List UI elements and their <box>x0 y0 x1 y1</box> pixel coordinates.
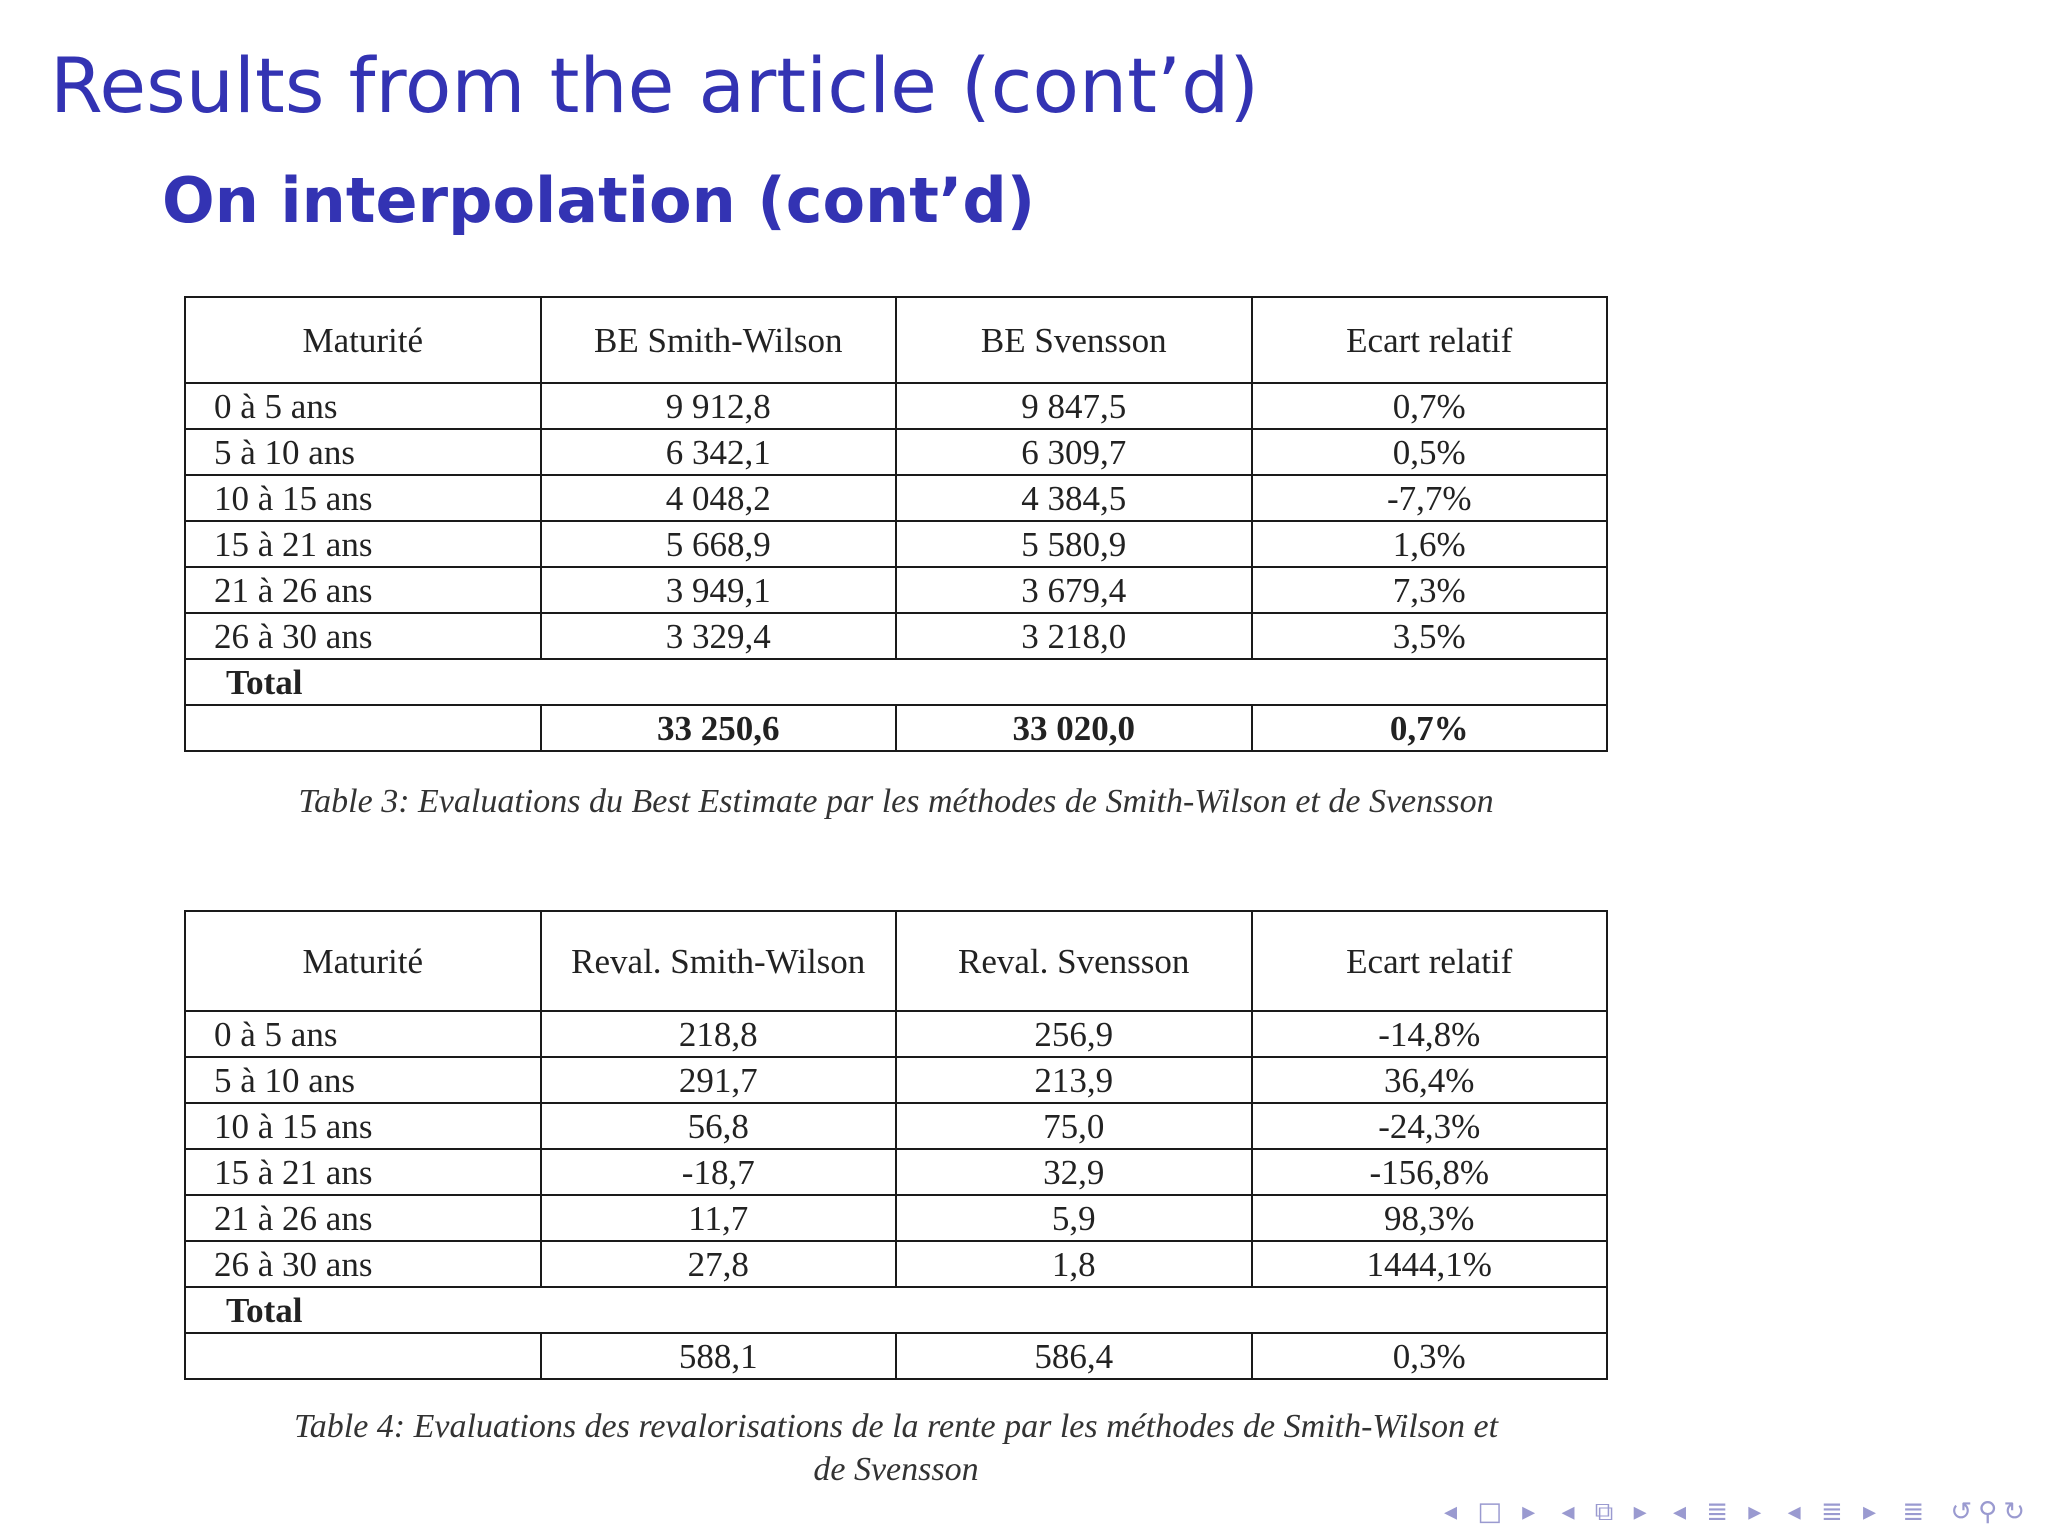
table-row <box>185 1103 1607 1149</box>
column-header: Ecart relatif <box>1252 911 1608 1011</box>
table-cell: 0,3% <box>1252 1333 1608 1379</box>
table-cell: 0,7% <box>1252 705 1608 751</box>
table-row <box>185 567 1607 613</box>
table-cell: 10 à 15 ans <box>185 475 541 521</box>
table-cell: -156,8% <box>1252 1149 1608 1195</box>
table-row <box>185 1057 1607 1103</box>
nav-align-icon[interactable]: ≣ <box>1902 1497 1931 1527</box>
table-cell: -24,3% <box>1252 1103 1608 1149</box>
table-cell: 0 à 5 ans <box>185 383 541 429</box>
table-cell: 3 679,4 <box>896 567 1252 613</box>
table-cell: 5,9 <box>896 1195 1252 1241</box>
table-cell: 5 à 10 ans <box>185 429 541 475</box>
table-cell: 21 à 26 ans <box>185 567 541 613</box>
slide-subtitle <box>162 164 1036 237</box>
table-3 <box>184 296 1608 752</box>
table-row <box>185 429 1607 475</box>
table-cell: 3,5% <box>1252 613 1608 659</box>
table-4-caption-line-1: Table 4: Evaluations des revalorisations de la rente par les méthodes de Smith-Wilson et <box>293 1408 1499 1445</box>
table-cell: 33 250,6 <box>541 705 897 751</box>
nav-subsection-icon[interactable]: ◂ ≣ ▸ <box>1787 1497 1883 1527</box>
table-cell: -7,7% <box>1252 475 1608 521</box>
table-cell: 11,7 <box>541 1195 897 1241</box>
table-4-caption <box>184 1405 1608 1491</box>
nav-frame-icon[interactable]: ◂ ⧉ ▸ <box>1561 1497 1653 1527</box>
table-cell <box>185 705 541 751</box>
table-cell: 586,4 <box>896 1333 1252 1379</box>
table-cell: -18,7 <box>541 1149 897 1195</box>
table-cell: 1444,1% <box>1252 1241 1608 1287</box>
nav-search-icon[interactable]: ↺⚲↻ <box>1950 1497 2031 1527</box>
table-cell: 256,9 <box>896 1011 1252 1057</box>
table-cell: -14,8% <box>1252 1011 1608 1057</box>
table-cell: 9 847,5 <box>896 383 1252 429</box>
subtitle-rest: (cont’d) <box>735 164 1036 237</box>
table-cell: 5 668,9 <box>541 521 897 567</box>
table-row <box>185 1241 1607 1287</box>
table-cell: 218,8 <box>541 1011 897 1057</box>
table-cell: 0,5% <box>1252 429 1608 475</box>
slide-title: Results from the article (cont’d) <box>50 41 1259 130</box>
table-cell: 1,6% <box>1252 521 1608 567</box>
table-cell: 6 309,7 <box>896 429 1252 475</box>
total-row <box>185 705 1607 751</box>
column-header: Ecart relatif <box>1252 297 1608 383</box>
table-cell: 75,0 <box>896 1103 1252 1149</box>
beamer-navigation <box>1441 1497 2034 1528</box>
total-row <box>185 1333 1607 1379</box>
table-cell: 27,8 <box>541 1241 897 1287</box>
table-cell: 213,9 <box>896 1057 1252 1103</box>
table-row <box>185 521 1607 567</box>
table-cell: 4 384,5 <box>896 475 1252 521</box>
table-4-caption-line-2: de Svensson <box>813 1451 979 1488</box>
table-cell: 15 à 21 ans <box>185 1149 541 1195</box>
table-3-caption: Table 3: Evaluations du Best Estimate par les méthodes de Smith-Wilson et de Svensson <box>298 783 1494 820</box>
table-row <box>185 475 1607 521</box>
column-header: Maturité <box>185 297 541 383</box>
table-cell: 26 à 30 ans <box>185 1241 541 1287</box>
table-cell <box>185 1333 541 1379</box>
table-cell: 6 342,1 <box>541 429 897 475</box>
subtitle-bold: On interpolation <box>162 164 736 237</box>
table-4 <box>184 910 1608 1380</box>
table-cell: 36,4% <box>1252 1057 1608 1103</box>
column-header: Reval. Svensson <box>896 911 1252 1011</box>
table-cell: 4 048,2 <box>541 475 897 521</box>
table-cell: 3 218,0 <box>896 613 1252 659</box>
table-cell: 10 à 15 ans <box>185 1103 541 1149</box>
table-cell: 9 912,8 <box>541 383 897 429</box>
table-cell: 32,9 <box>896 1149 1252 1195</box>
nav-section-icon[interactable]: ◂ ≣ ▸ <box>1672 1497 1768 1527</box>
column-header: BE Svensson <box>896 297 1252 383</box>
table-row <box>185 1195 1607 1241</box>
table-cell: 588,1 <box>541 1333 897 1379</box>
table-cell: 33 020,0 <box>896 705 1252 751</box>
table-cell: 7,3% <box>1252 567 1608 613</box>
table-cell: 1,8 <box>896 1241 1252 1287</box>
table-cell: 5 à 10 ans <box>185 1057 541 1103</box>
table-4-header-row <box>185 911 1607 1011</box>
table-cell: 291,7 <box>541 1057 897 1103</box>
table-row <box>185 613 1607 659</box>
table-cell: 98,3% <box>1252 1195 1608 1241</box>
table-cell: 0,7% <box>1252 383 1608 429</box>
table-cell: 0 à 5 ans <box>185 1011 541 1057</box>
table-cell: 3 329,4 <box>541 613 897 659</box>
table-cell: 3 949,1 <box>541 567 897 613</box>
table-cell: 5 580,9 <box>896 521 1252 567</box>
total-label: Total <box>185 1287 1607 1333</box>
total-label: Total <box>185 659 1607 705</box>
table-3-header-row <box>185 297 1607 383</box>
table-cell: 21 à 26 ans <box>185 1195 541 1241</box>
total-label-row <box>185 659 1607 705</box>
table-cell: 56,8 <box>541 1103 897 1149</box>
column-header: BE Smith-Wilson <box>541 297 897 383</box>
table-row <box>185 1011 1607 1057</box>
table-row <box>185 383 1607 429</box>
column-header: Reval. Smith-Wilson <box>541 911 897 1011</box>
table-row <box>185 1149 1607 1195</box>
total-label-row <box>185 1287 1607 1333</box>
column-header: Maturité <box>185 911 541 1011</box>
table-cell: 15 à 21 ans <box>185 521 541 567</box>
table-cell: 26 à 30 ans <box>185 613 541 659</box>
nav-first-icon[interactable]: ◂ □ ▸ <box>1444 1497 1542 1527</box>
